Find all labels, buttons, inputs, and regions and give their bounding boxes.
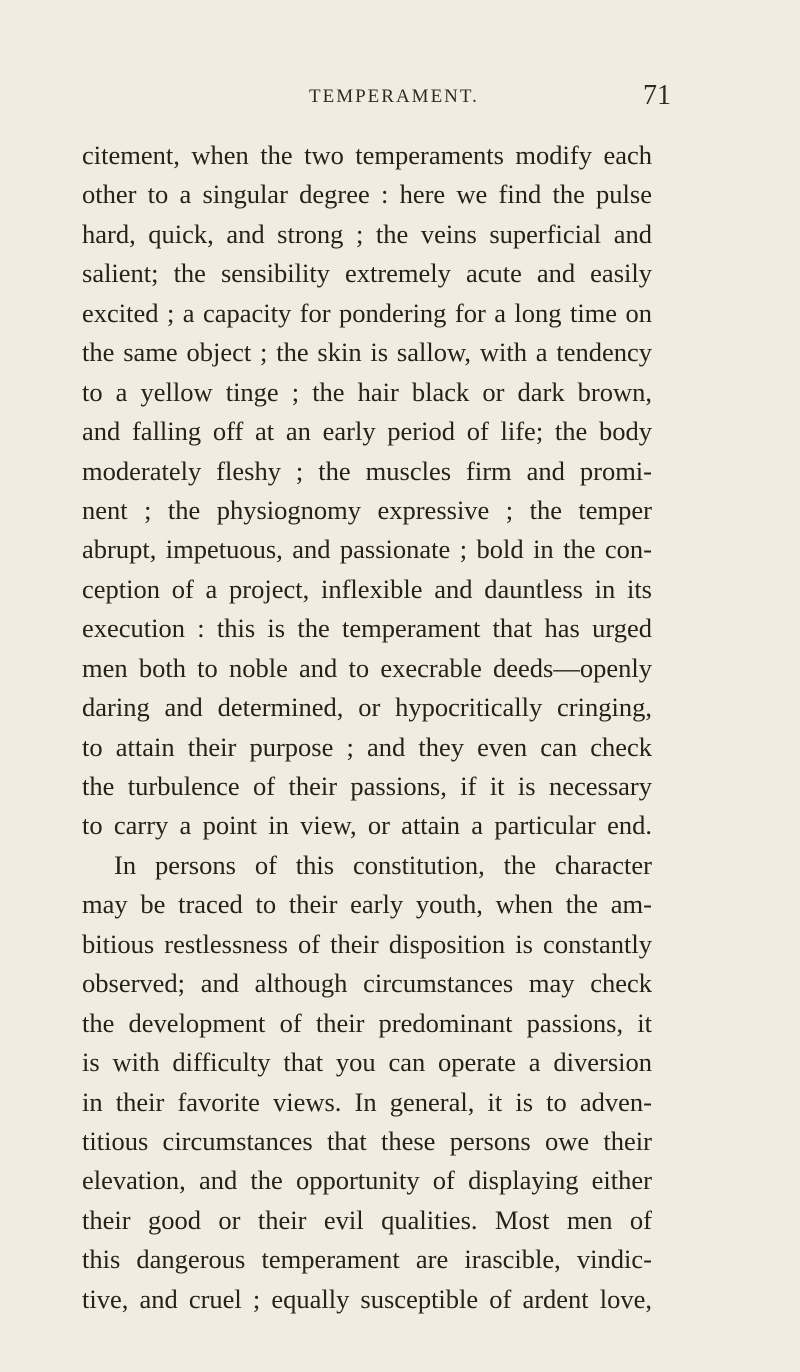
text-line: excited ; a capacity for pondering for a long time on xyxy=(82,297,652,328)
text-line: moderately fleshy ; the muscles firm and promi- xyxy=(82,455,652,486)
text-line: the turbulence of their passions, if it is necessary xyxy=(82,771,652,801)
text-line: is with difficulty that you can operate a diversion xyxy=(82,1047,652,1078)
text-line: the same object ; the skin is sallow, with a tendency xyxy=(82,337,652,368)
text-line: bitious restlessness of their disposition is constantly xyxy=(82,928,652,959)
text-line: daring and determined, or hypocritically cringing, xyxy=(82,692,652,723)
page-number: 71 xyxy=(643,80,671,111)
text-line: tive, and cruel ; equally susceptible of ardent love, xyxy=(82,1283,652,1314)
text-line: and falling off at an early period of life; the body xyxy=(82,416,652,447)
body-text xyxy=(82,136,652,1319)
paragraph-start-line: In persons of this constitution, the character xyxy=(114,849,652,880)
text-line: ception of a project, inflexible and dauntless in its xyxy=(82,573,652,604)
text-line: observed; and although circumstances may check xyxy=(82,968,652,999)
text-line: salient; the sensibility extremely acute and easily xyxy=(82,258,652,289)
text-line: in their favorite views. In general, it is to adven- xyxy=(82,1086,652,1117)
text-line: to attain their purpose ; and they even can check xyxy=(82,731,652,762)
text-line: to carry a point in view, or attain a particular end. xyxy=(82,810,652,841)
text-line: nent ; the physiognomy expressive ; the temper xyxy=(82,494,652,525)
text-line: titious circumstances that these persons owe their xyxy=(82,1125,652,1156)
text-line: elevation, and the opportunity of displaying either xyxy=(82,1165,652,1196)
text-line: to a yellow tinge ; the hair black or dark brown, xyxy=(82,376,652,407)
text-line: execution : this is the temperament that has urged xyxy=(82,613,652,644)
text-line: abrupt, impetuous, and passionate ; bold in the con- xyxy=(82,534,652,565)
text-line: the development of their predominant passions, it xyxy=(82,1007,652,1038)
text-line: this dangerous temperament are irascible, vindic- xyxy=(82,1244,652,1275)
text-line: hard, quick, and strong ; the veins superficial and xyxy=(82,218,652,249)
page-header xyxy=(0,80,800,114)
text-line: their good or their evil qualities. Most men of xyxy=(82,1204,652,1235)
text-line: may be traced to their early youth, when the am- xyxy=(82,889,652,920)
text-line: men both to noble and to execrable deeds—openly xyxy=(82,652,652,683)
running-head: TEMPERAMENT. xyxy=(309,86,479,107)
text-line: other to a singular degree : here we find the pulse xyxy=(82,179,652,210)
text-line: citement, when the two temperaments modify each xyxy=(82,140,652,170)
